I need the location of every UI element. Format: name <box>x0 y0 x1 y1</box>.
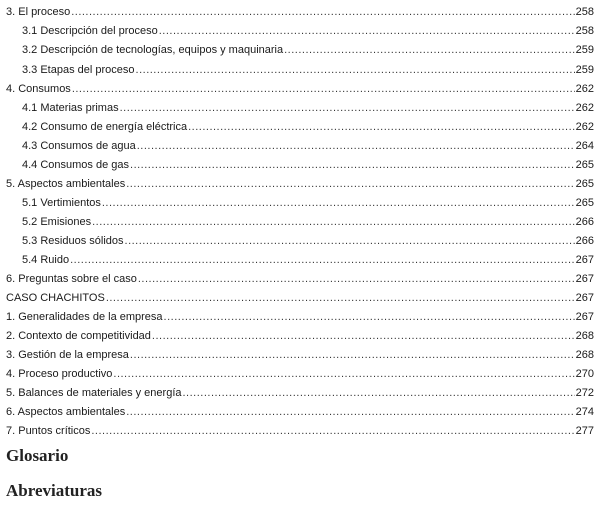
toc-page-number: 265 <box>575 178 594 190</box>
toc-entry[interactable] <box>6 290 594 307</box>
toc-leader-dots <box>137 138 575 155</box>
toc-entry-label: 5.3 Residuos sólidos <box>22 235 124 247</box>
toc-entry-label: 2. Contexto de competitividad <box>6 330 151 342</box>
toc-entry-label: CASO CHACHITOS <box>6 292 105 304</box>
toc-entry-label: 6. Aspectos ambientales <box>6 406 126 418</box>
toc-leader-dots <box>130 157 575 174</box>
toc-entry-label: 4. Proceso productivo <box>6 368 113 380</box>
toc-page-number: 265 <box>575 197 594 209</box>
toc-page-number: 268 <box>575 330 594 342</box>
toc-entry[interactable] <box>6 176 594 193</box>
toc-entry[interactable] <box>6 4 594 21</box>
toc-entry[interactable] <box>22 195 594 212</box>
toc-entry[interactable] <box>6 404 594 421</box>
toc-leader-dots <box>188 119 575 136</box>
toc-page-number: 270 <box>575 368 594 380</box>
toc-entry[interactable] <box>22 252 594 269</box>
toc-entry-label: 6. Preguntas sobre el caso <box>6 273 137 285</box>
toc-entry-label: 3.1 Descripción del proceso <box>22 25 158 37</box>
toc-page-number: 266 <box>575 235 594 247</box>
toc-leader-dots <box>284 42 575 59</box>
glosario-heading[interactable]: Glosario <box>6 446 69 465</box>
toc-leader-dots <box>130 347 575 364</box>
toc-page-number: 262 <box>575 83 594 95</box>
toc-page-number: 272 <box>575 387 594 399</box>
toc-entry[interactable] <box>22 157 594 174</box>
toc-entry-label: 4.1 Materias primas <box>22 102 119 114</box>
toc-page-number: 266 <box>575 216 594 228</box>
toc-entry[interactable] <box>6 347 594 364</box>
toc-page-number: 262 <box>575 121 594 133</box>
toc-entry[interactable] <box>6 423 594 440</box>
toc-entry-label: 3. Gestión de la empresa <box>6 349 129 361</box>
toc-page-number: 259 <box>575 44 594 56</box>
toc-entry-label: 5.2 Emisiones <box>22 216 92 228</box>
toc-entry-label: 5. Balances de materiales y energía <box>6 387 182 399</box>
toc-leader-dots <box>183 385 575 402</box>
toc-entry[interactable] <box>22 62 594 79</box>
toc-entry[interactable] <box>6 81 594 98</box>
toc-entry-label: 1. Generalidades de la empresa <box>6 311 163 323</box>
toc-leader-dots <box>138 271 575 288</box>
toc-entry-label: 4.3 Consumos de agua <box>22 140 136 152</box>
toc-leader-dots <box>126 404 574 421</box>
toc-entry[interactable] <box>6 309 594 326</box>
toc-leader-dots <box>113 366 574 383</box>
toc-leader-dots <box>159 23 575 40</box>
toc-page-number: 277 <box>575 425 594 437</box>
toc-entry-label: 3. El proceso <box>6 6 71 18</box>
toc-page-number: 258 <box>575 25 594 37</box>
toc-entry[interactable] <box>22 23 594 40</box>
toc-leader-dots <box>125 233 575 250</box>
toc-entry[interactable] <box>6 271 594 288</box>
toc-entry-label: 5. Aspectos ambientales <box>6 178 126 190</box>
toc-leader-dots <box>72 81 575 98</box>
toc-page-number: 265 <box>575 159 594 171</box>
toc-entry-label: 4. Consumos <box>6 83 71 95</box>
toc-page-number: 268 <box>575 349 594 361</box>
toc-leader-dots <box>120 100 575 117</box>
toc-entry[interactable] <box>22 119 594 136</box>
toc-page-number: 267 <box>575 254 594 266</box>
toc-entry-label: 5.1 Vertimientos <box>22 197 101 209</box>
toc-entry[interactable] <box>22 214 594 231</box>
toc-leader-dots <box>136 62 575 79</box>
toc-page-number: 274 <box>575 406 594 418</box>
toc-page-number: 264 <box>575 140 594 152</box>
toc-page-number: 262 <box>575 102 594 114</box>
toc-leader-dots <box>102 195 575 212</box>
toc-leader-dots <box>126 176 574 193</box>
toc-entry[interactable] <box>6 385 594 402</box>
toc-entry-label: 4.4 Consumos de gas <box>22 159 130 171</box>
toc-entry[interactable] <box>22 233 594 250</box>
toc-entry-label: 3.2 Descripción de tecnologías, equipos y maquinaria <box>22 44 284 56</box>
toc-page-number: 267 <box>575 273 594 285</box>
toc-leader-dots <box>92 214 575 231</box>
toc-leader-dots <box>164 309 575 326</box>
toc-page-number: 258 <box>575 6 594 18</box>
toc-entry-label: 7. Puntos críticos <box>6 425 91 437</box>
abreviaturas-heading[interactable]: Abreviaturas <box>6 481 103 500</box>
toc-entry[interactable] <box>6 328 594 345</box>
toc-entry-label: 4.2 Consumo de energía eléctrica <box>22 121 188 133</box>
toc-entry[interactable] <box>22 100 594 117</box>
toc-entry-label: 5.4 Ruido <box>22 254 70 266</box>
toc-page-number: 267 <box>575 292 594 304</box>
toc-leader-dots <box>71 4 574 21</box>
toc-entry[interactable] <box>6 366 594 383</box>
toc-entry[interactable] <box>22 42 594 59</box>
toc-page-number: 259 <box>575 64 594 76</box>
toc-leader-dots <box>152 328 575 345</box>
toc-page-number: 267 <box>575 311 594 323</box>
toc-leader-dots <box>70 252 575 269</box>
toc-entry-label: 3.3 Etapas del proceso <box>22 64 135 76</box>
toc-leader-dots <box>91 423 574 440</box>
toc-leader-dots <box>106 290 575 307</box>
toc-entry[interactable] <box>22 138 594 155</box>
